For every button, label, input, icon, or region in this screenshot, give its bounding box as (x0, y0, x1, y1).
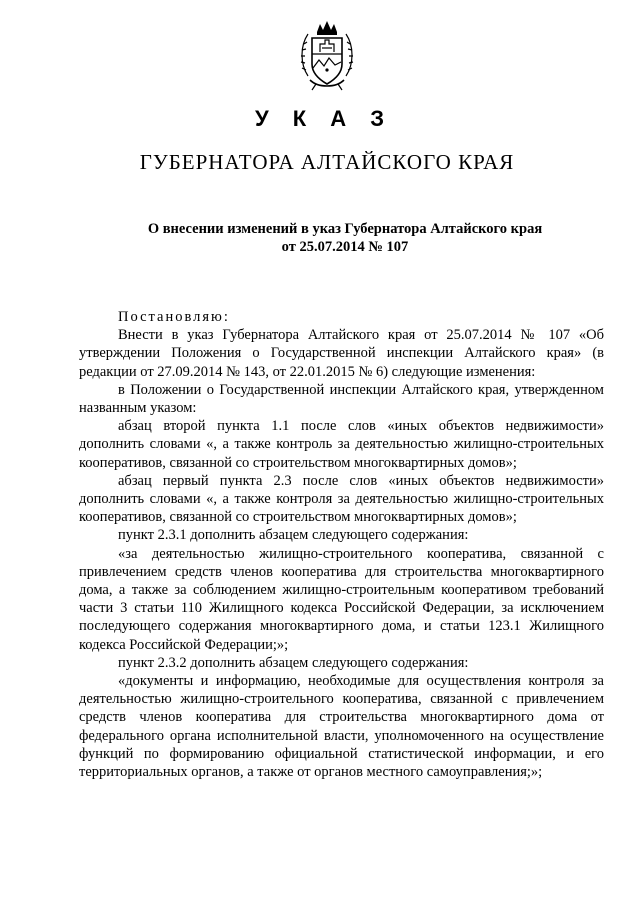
subject-line-1: О внесении изменений в указ Губернатора Алтайского края (147, 221, 543, 237)
body-paragraph: «документы и информацию, необходимые для осуществления контроля за деятельностью жилищно-строительного кооператива, связанной с привлечением средств членов кооператива для строительства многоквартирного дома от федерального органа исполнительной власти, уполномоченного на осуществление функций по формированию официальной статистической информации, и его территориальных органов, а также от органов местного самоуправления;»; (79, 673, 604, 781)
body-paragraph: пункт 2.3.2 дополнить абзацем следующего содержания: (118, 654, 469, 671)
body-paragraph: абзац первый пункта 2.3 после слов «иных объектов недвижимости» дополнить словами «, а также контроля за деятельностью жилищно-строительных кооперативов, связанной со строительством многоквартирных домов»; (79, 472, 604, 526)
decree-title: У К А З (254, 106, 394, 131)
decree-issuer: ГУБЕРНАТОРА АЛТАЙСКОГО КРАЯ (139, 150, 515, 174)
altai-krai-coat-of-arms-icon (298, 18, 356, 94)
resolve-paragraph: Постановляю: (118, 309, 230, 325)
decree-body (79, 308, 604, 781)
decree-subject (120, 220, 570, 256)
body-paragraph: пункт 2.3.1 дополнить абзацем следующего содержания: (118, 527, 469, 544)
subject-line-2: от 25.07.2014 № 107 (281, 239, 409, 255)
body-paragraph: абзац второй пункта 1.1 после слов «иных объектов недвижимости» дополнить словами «, а также контроль за деятельностью жилищно-строительных кооперативов, связанной со строительством многоквартирных домов»; (79, 418, 604, 471)
body-paragraph: «за деятельностью жилищно-строительного кооператива, связанной с привлечением средств членов кооператива для строительства многоквартирного дома, а также за соблюдением жилищно-строительным кооперативом требований части 3 статьи 110 Жилищного кодекса Российской Федерации, за исключением последующего содержания многоквартирного дома, и статьи 123.1 Жилищного кодекса Российской Федерации;»; (79, 545, 604, 653)
body-paragraph: в Положении о Государственной инспекции Алтайского края, утвержденном названным указом: (79, 381, 604, 417)
body-paragraph: Внести в указ Губернатора Алтайского края от 25.07.2014 № 107 «Об утверждении Положения о Государственной инспекции Алтайского края» (в редакции от 27.09.2014 № 143, от 22.01.2015 № 6) следующие изменения: (79, 327, 604, 380)
